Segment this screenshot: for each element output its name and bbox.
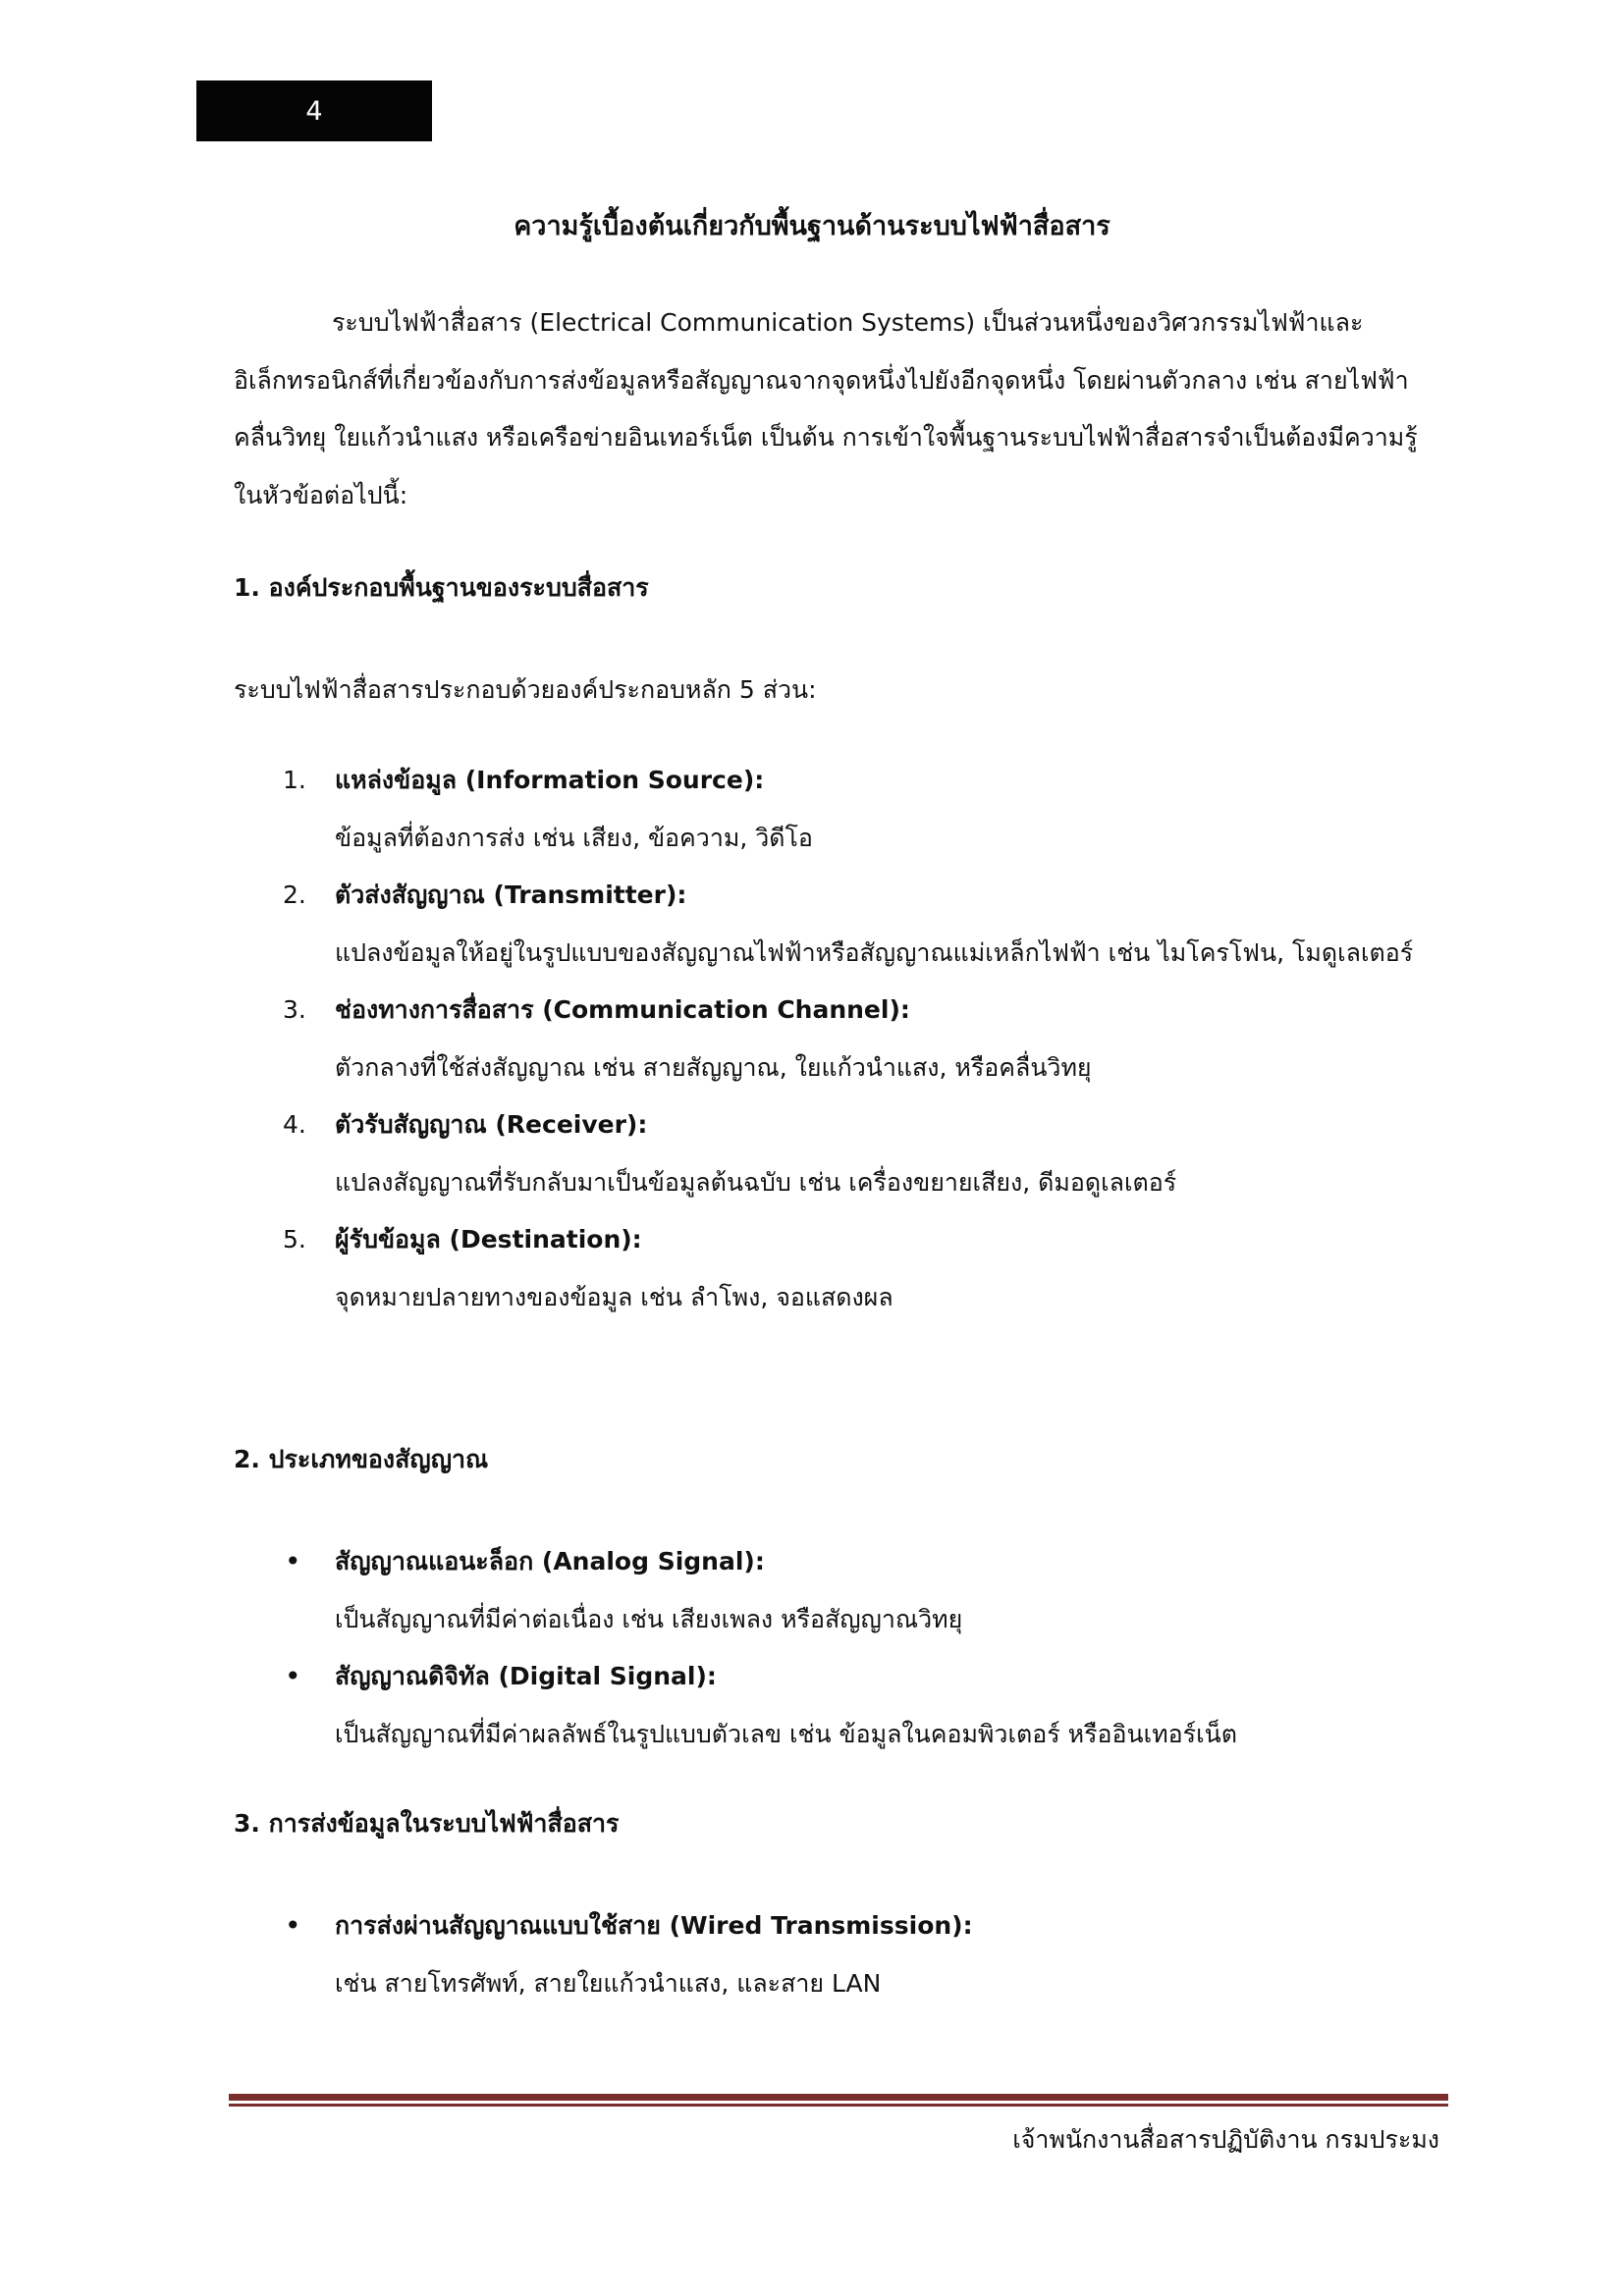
item-heading: ช่องทางการสื่อสาร (Communication Channel): [335,995,910,1024]
item-description: แปลงข้อมูลให้อยู่ในรูปแบบของสัญญาณไฟฟ้าหรือสัญญาณแม่เหล็กไฟฟ้า เช่น ไมโครโฟน, โมดูเลเตอร์ [335,937,1414,967]
item-heading: สัญญาณแอนะล็อก (Analog Signal): [335,1547,765,1575]
list-item [275,1897,1453,2012]
list-item [275,982,1453,1096]
section-1-heading: 1. องค์ประกอบพื้นฐานของระบบสื่อสาร [234,573,649,602]
page-number: 4 [305,95,323,127]
component-list [275,752,1453,1326]
item-heading: สัญญาณดิจิทัล (Digital Signal): [335,1662,717,1690]
item-heading: ตัวรับสัญญาณ (Receiver): [335,1110,648,1139]
list-item [275,1533,1453,1648]
item-heading: ผู้รับข้อมูล (Destination): [335,1225,642,1254]
item-description: เช่น สายโทรศัพท์, สายใยแก้วนำแสง, และสาย LAN [335,1968,882,1998]
bullet-icon: • [285,1545,301,1577]
document-title: ความรู้เบื้องต้นเกี่ยวกับพื้นฐานด้านระบบไฟฟ้าสื่อสาร [514,211,1110,241]
page-number-badge [196,80,432,141]
section-3-heading: 3. การส่งข้อมูลในระบบไฟฟ้าสื่อสาร [234,1809,620,1838]
item-number: 4. [283,1110,306,1139]
item-number: 1. [283,766,306,794]
item-number: 2. [283,881,306,909]
item-description: เป็นสัญญาณที่มีค่าต่อเนื่อง เช่น เสียงเพลง หรือสัญญาณวิทยุ [335,1604,963,1633]
list-item [275,1648,1453,1763]
section-1-lead: ระบบไฟฟ้าสื่อสารประกอบด้วยองค์ประกอบหลัก 5 ส่วน: [234,675,817,704]
item-description: แปลงสัญญาณที่รับกลับมาเป็นข้อมูลต้นฉบับ เช่น เครื่องขยายเสียง, ดีมอดูเลเตอร์ [335,1167,1177,1197]
item-heading: แหล่งข้อมูล (Information Source): [335,766,765,794]
list-item [275,1211,1453,1326]
item-number: 3. [283,995,306,1024]
footer-divider [229,2094,1448,2107]
list-item [275,1096,1453,1211]
item-description: จุดหมายปลายทางของข้อมูล เช่น ลำโพง, จอแสดงผล [335,1282,893,1311]
bullet-icon: • [285,1909,301,1942]
item-description: เป็นสัญญาณที่มีค่าผลลัพธ์ในรูปแบบตัวเลข เช่น ข้อมูลในคอมพิวเตอร์ หรืออินเทอร์เน็ต [335,1719,1237,1748]
item-heading: การส่งผ่านสัญญาณแบบใช้สาย (Wired Transmission): [335,1911,973,1940]
list-item [275,752,1453,867]
item-heading: ตัวส่งสัญญาณ (Transmitter): [335,881,687,909]
item-description: ข้อมูลที่ต้องการส่ง เช่น เสียง, ข้อความ, วิดีโอ [335,823,813,852]
item-number: 5. [283,1225,306,1254]
footer-text: เจ้าพนักงานสื่อสารปฏิบัติงาน กรมประมง [1012,2125,1439,2154]
signal-type-list [275,1533,1453,1763]
transmission-list [275,1897,1453,2012]
list-item [275,867,1453,982]
item-description: ตัวกลางที่ใช้ส่งสัญญาณ เช่น สายสัญญาณ, ใยแก้วนำแสง, หรือคลื่นวิทยุ [335,1052,1092,1082]
section-2-heading: 2. ประเภทของสัญญาณ [234,1445,489,1473]
intro-paragraph: ระบบไฟฟ้าสื่อสาร (Electrical Communication Systems) เป็นส่วนหนึ่งของวิศวกรรมไฟฟ้าและอิเล็กทรอนิกส์ที่เกี่ยวข้องกับการส่งข้อมูลหรือสัญญาณจากจุดหนึ่งไปยังอีกจุดหนึ่ง โดยผ่านตัวกลาง เช่น สายไฟฟ้า คลื่นวิทยุ ใยแก้วนำแสง หรือเครือข่ายอินเทอร์เน็ต เป็นต้น การเข้าใจพื้นฐานระบบไฟฟ้าสื่อสารจำเป็นต้องมีความรู้ในหัวข้อต่อไปนี้: [234,308,1418,509]
bullet-icon: • [285,1660,301,1692]
